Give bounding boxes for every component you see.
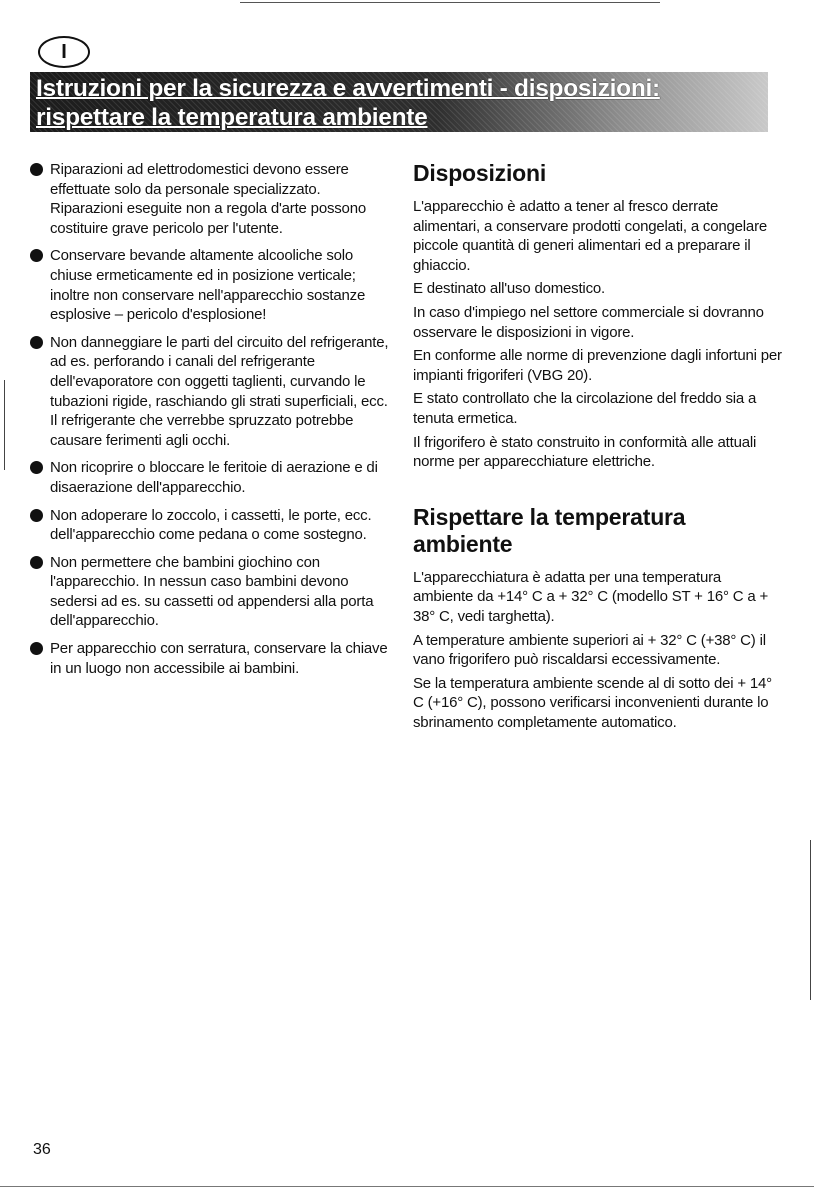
section-banner (30, 72, 768, 132)
disposizioni-paragraph: En conforme alle norme di prevenzione dagli infortuni per impianti frigoriferi (VBG 20). (413, 347, 782, 384)
bullet-icon (30, 509, 43, 522)
disposizioni-paragraph: L'apparecchio è adatto a tener al fresco derrate alimentari, a conservare prodotti congelati, a congelare piccole quantità di generi alimentari ed a preparare il ghiaccio. (413, 198, 768, 274)
temperatura-paragraph: A temperature ambiente superiori ai + 32° C (+38° C) il vano frigorifero può riscaldarsi eccessivamente. (413, 631, 766, 669)
bullet-icon (30, 461, 43, 474)
list-item (30, 246, 396, 324)
scan-edge-mark (810, 840, 811, 1000)
list-item (30, 506, 396, 545)
bullet-text: Non ricoprire o bloccare le feritoie di aerazione e di disaerazione dell'apparecchio. (50, 459, 378, 496)
temperatura-paragraph: Se la temperatura ambiente scende al di sotto dei + 14° C (+16° C), possono verificarsi inconvenienti durante lo sbrinamento completamente automatico. (413, 674, 772, 731)
disposizioni-paragraph: Il frigorifero è stato construito in conformità alle attuali norme per apparecchiature elettriche. (413, 433, 757, 471)
disposizioni-paragraph: E stato controllato che la circolazione del freddo sia a tenuta ermetica. (413, 390, 757, 427)
list-item (30, 333, 396, 451)
language-badge (38, 36, 90, 68)
temperatura-paragraph: L'apparecchiatura è adatta per una temperatura ambiente da +14° C a + 32° C (modello ST + 16° C a + 38° C, vedi targhetta). (413, 568, 769, 625)
bullet-text: Per apparecchio con serratura, conservare la chiave in un luogo non accessibile ai bambini. (50, 640, 388, 677)
scan-edge-mark (4, 380, 5, 470)
list-item (30, 160, 396, 238)
bullet-text: Non adoperare lo zoccolo, i cassetti, le porte, ecc. dell'apparecchio come pedana o come sostegno. (50, 506, 372, 544)
page-number: 36 (33, 1141, 51, 1158)
bottom-scan-rule (0, 1186, 814, 1187)
bullet-text: Non permettere che bambini giochino con l'apparecchio. In nessun caso bambini devono sedersi ad es. su cassetti od appendersi alla porta dell'apparecchio. (50, 553, 374, 630)
temperatura-heading: Rispettare la temperatura ambiente (413, 503, 686, 557)
bullet-icon (30, 249, 43, 262)
disposizioni-heading: Disposizioni (413, 160, 547, 186)
info-column (413, 160, 785, 736)
banner-title: Istruzioni per la sicurezza e avvertimenti - disposizioni: rispettare la temperatura ambiente (36, 75, 660, 131)
disposizioni-paragraph: E destinato all'uso domestico. (413, 280, 605, 298)
bullet-text: Non danneggiare le parti del circuito del refrigerante, ad es. perforando i canali del refrigerante dell'evaporatore con oggetti taglienti, curvando le tubazioni rigide, raschiando gli strati superficiali, ecc. Il refrigerante che verrebbe spruzzato potrebbe causare ferimenti agli occhi. (50, 333, 389, 449)
disposizioni-paragraph: In caso d'impiego nel settore commerciale si dovranno osservare le disposizioni in vigore. (413, 303, 764, 341)
bullet-icon (30, 556, 43, 569)
bullet-icon (30, 642, 43, 655)
list-item (30, 639, 396, 678)
list-item (30, 553, 396, 631)
top-scan-rule (240, 2, 660, 3)
safety-bullet-list (30, 160, 396, 678)
list-item (30, 458, 396, 497)
bullet-text: Conservare bevande altamente alcooliche solo chiuse ermeticamente ed in posizione verticale; inoltre non conservare nell'apparecchio sostanze esplosive – pericolo d'esplosione! (50, 247, 366, 324)
bullet-icon (30, 163, 43, 176)
safety-column (30, 160, 396, 686)
section-spacer (413, 476, 785, 504)
bullet-text: Riparazioni ad elettrodomestici devono essere effettuate solo da personale specializzato. Riparazioni eseguite non a regola d'arte possono costituire grave pericolo per l'utente. (50, 161, 366, 237)
bullet-icon (30, 336, 43, 349)
language-badge-label: I (61, 41, 67, 63)
